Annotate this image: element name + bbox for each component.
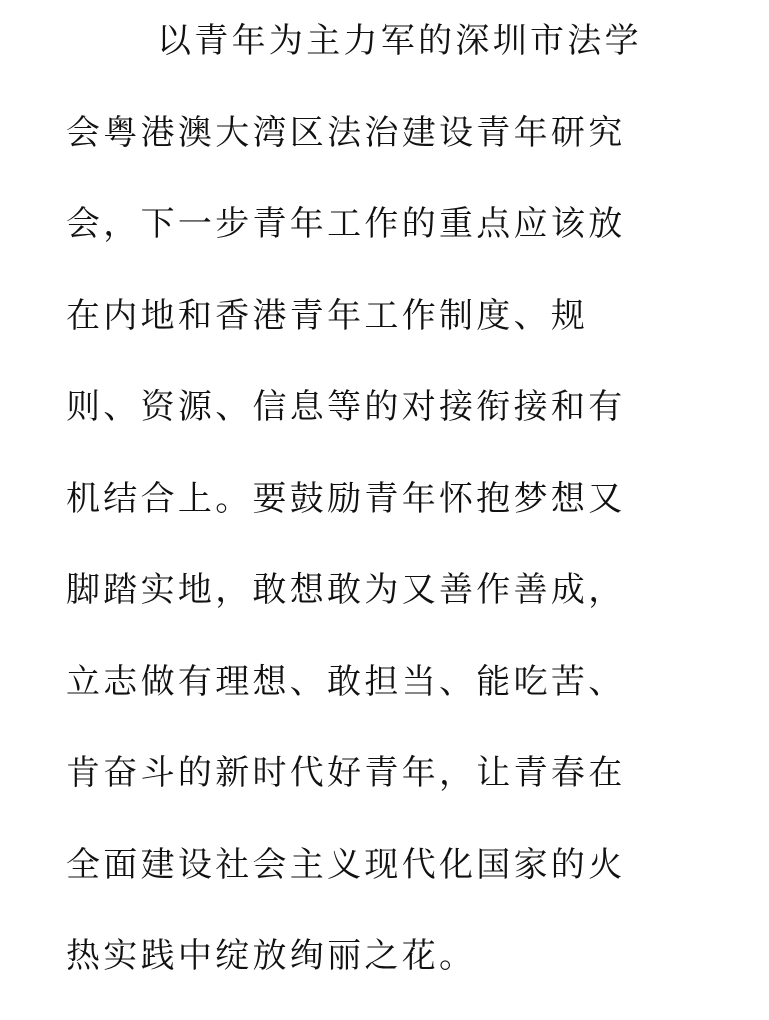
paragraph-line: 会，下一步青年工作的重点应该放 bbox=[66, 204, 626, 244]
paragraph-line: 全面建设社会主义现代化国家的火 bbox=[66, 845, 626, 885]
paragraph-line: 则、资源、信息等的对接衔接和有 bbox=[66, 387, 626, 427]
paragraph-line: 机结合上。要鼓励青年怀抱梦想又 bbox=[66, 479, 626, 519]
paragraph-line: 会粤港澳大湾区法治建设青年研究 bbox=[66, 113, 626, 153]
paragraph-line: 肯奋斗的新时代好青年，让青春在 bbox=[66, 753, 626, 793]
paragraph-line: 在内地和香港青年工作制度、规 bbox=[66, 296, 589, 336]
paragraph-line: 脚踏实地，敢想敢为又善作善成， bbox=[66, 570, 626, 610]
paragraph-line: 立志做有理想、敢担当、能吃苦、 bbox=[66, 662, 626, 702]
paragraph-line: 以青年为主力军的深圳市法学 bbox=[157, 21, 642, 61]
paragraph-line: 热实践中绽放绚丽之花。 bbox=[66, 936, 477, 976]
